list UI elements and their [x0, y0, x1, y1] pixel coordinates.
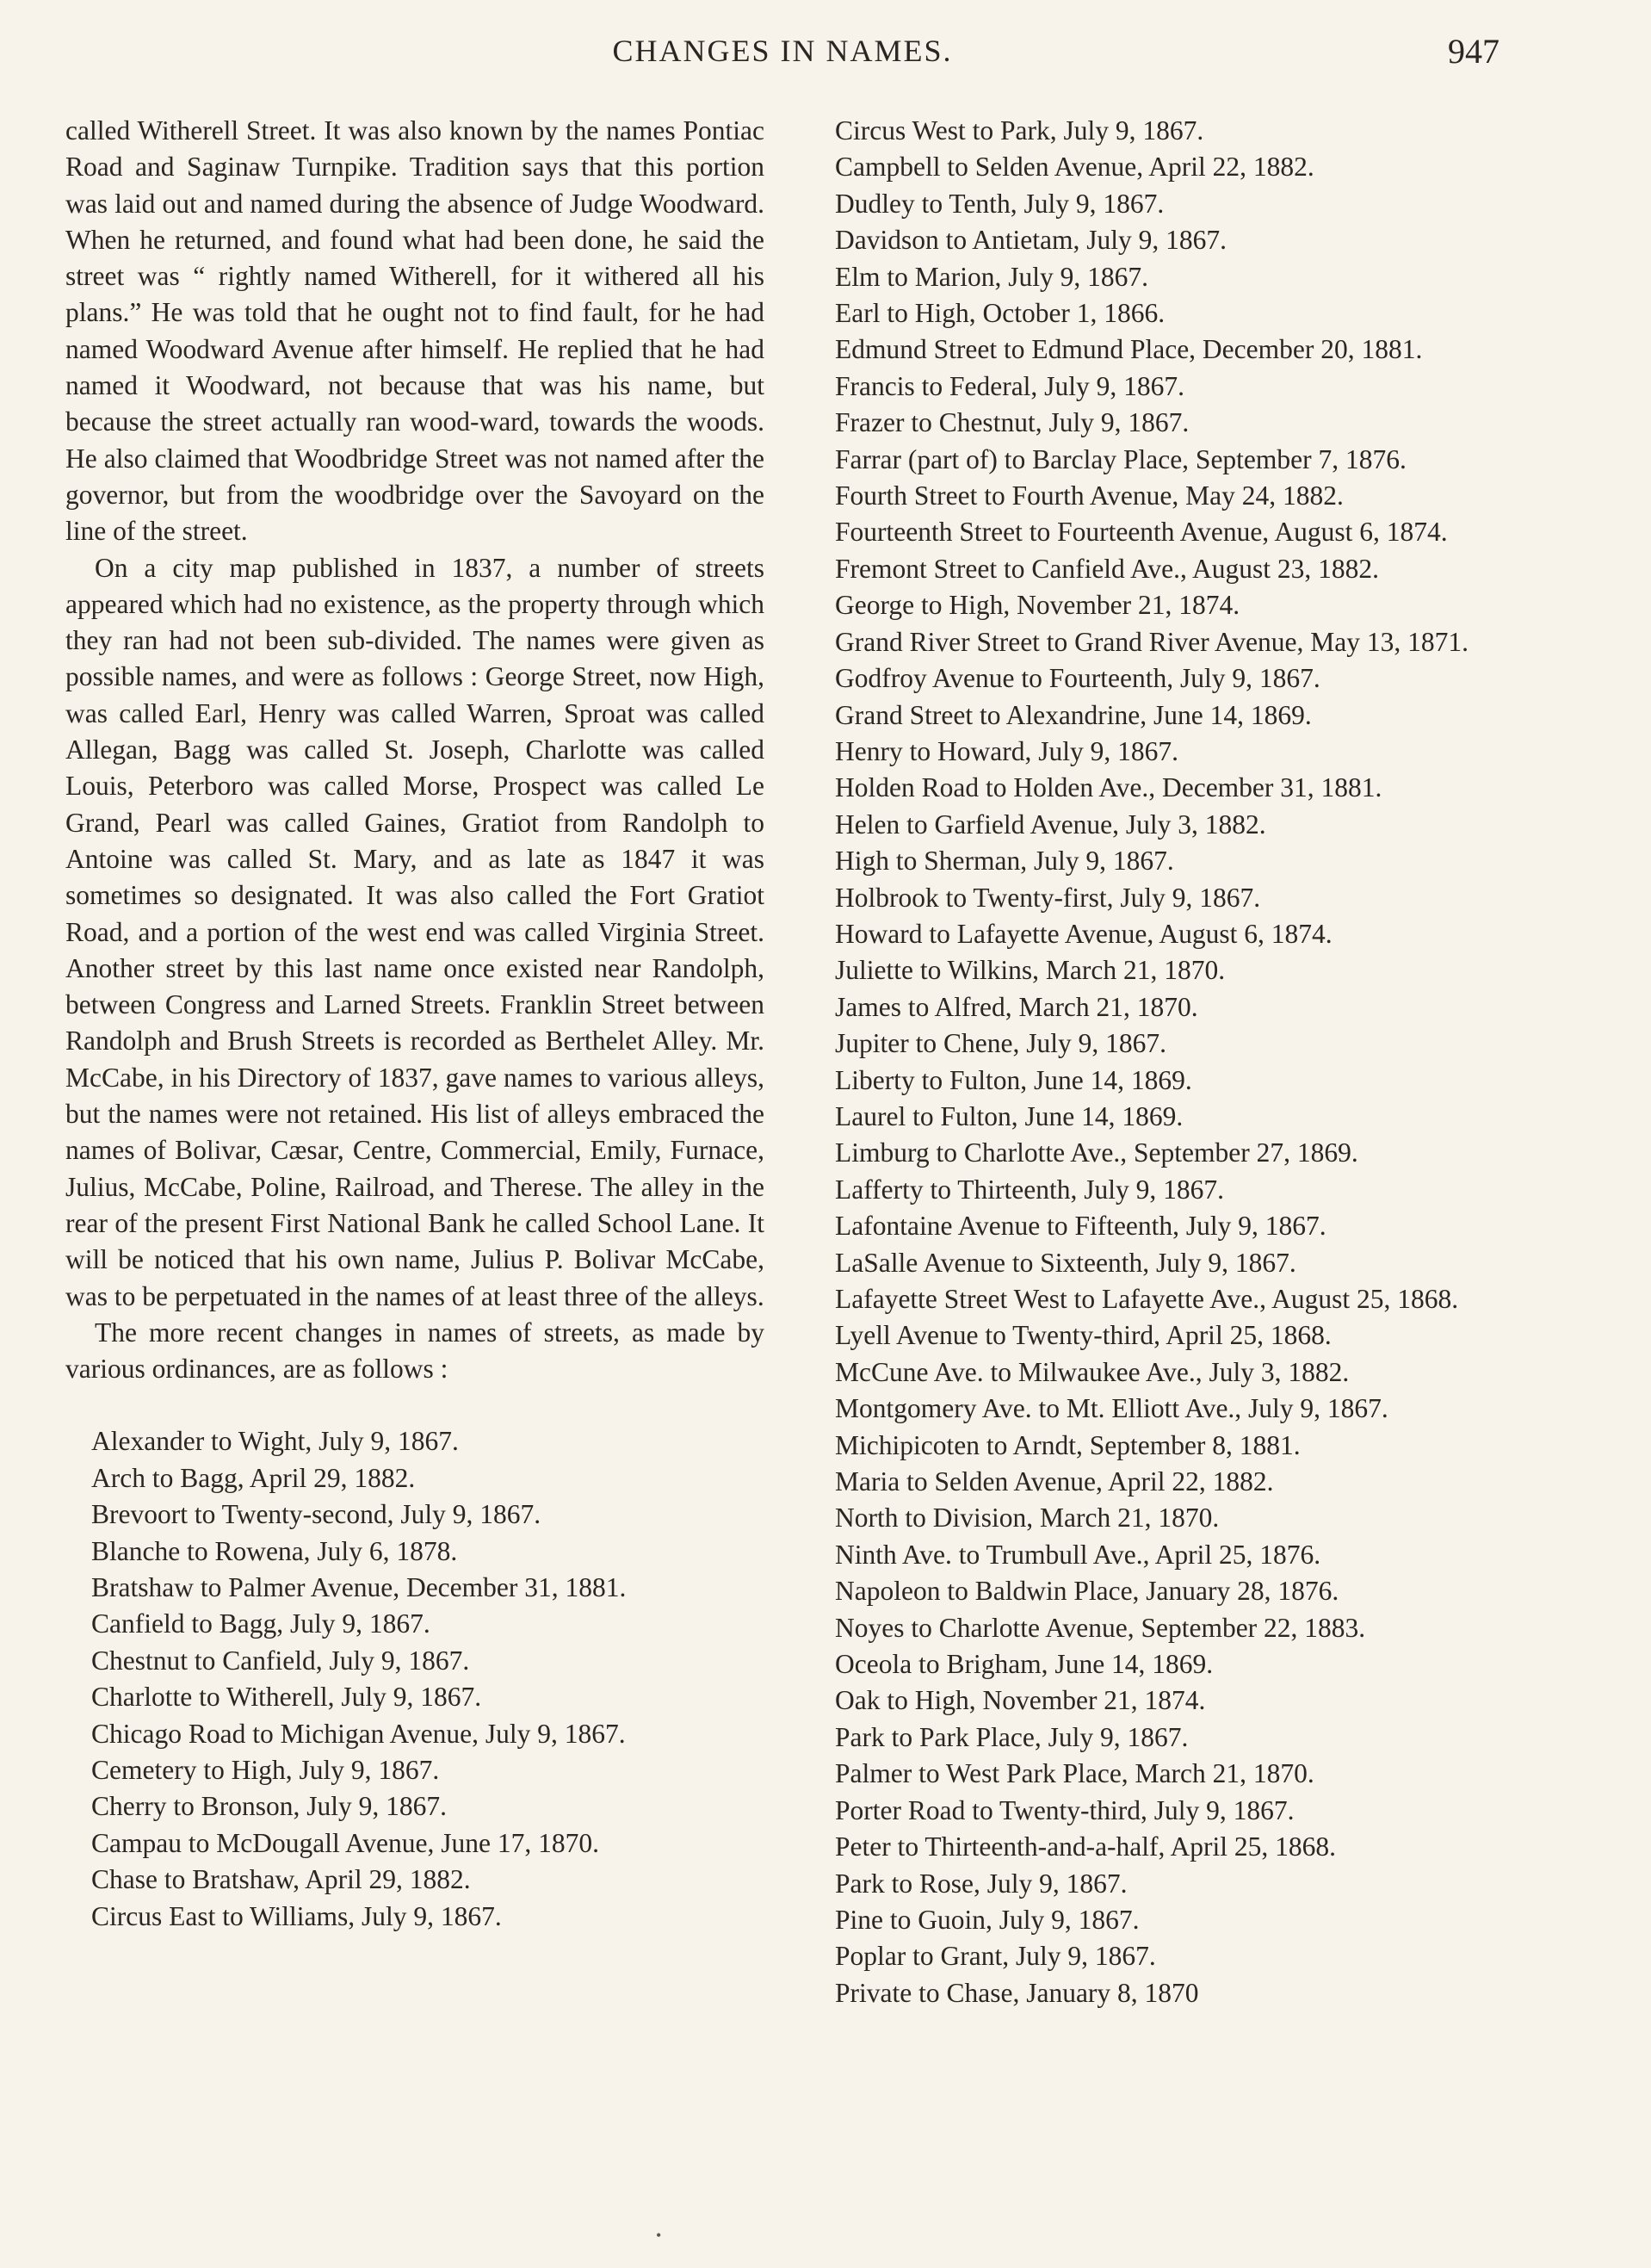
- list-item: Elm to Marion, July 9, 1867.: [835, 261, 1148, 292]
- list-item: Blanche to Rowena, July 6, 1878.: [91, 1535, 458, 1566]
- list-item: Henry to Howard, July 9, 1867.: [835, 735, 1178, 766]
- list-item: Cherry to Bronson, July 9, 1867.: [91, 1791, 447, 1822]
- list-item: Chase to Bratshaw, April 29, 1882.: [91, 1864, 471, 1895]
- list-item: Fremont Street to Canfield Ave., August 23, 1882.: [835, 553, 1379, 584]
- list-item: McCune Ave. to Milwaukee Ave., July 3, 1882.: [835, 1356, 1350, 1387]
- list-item: Alexander to Wight, July 9, 1867.: [91, 1426, 459, 1457]
- list-item: Bratshaw to Palmer Avenue, December 31, 1881.: [91, 1572, 627, 1603]
- list-item: Napoleon to Baldwin Place, January 28, 1876.: [835, 1576, 1339, 1607]
- list-item: Ninth Ave. to Trumbull Ave., April 25, 1876.: [835, 1539, 1321, 1570]
- list-item: Helen to Garfield Avenue, July 3, 1882.: [835, 809, 1266, 840]
- list-item: Dudley to Tenth, July 9, 1867.: [835, 188, 1165, 219]
- list-item: Campbell to Selden Avenue, April 22, 1882.: [835, 152, 1314, 183]
- list-item: Godfroy Avenue to Fourteenth, July 9, 1867.: [835, 663, 1320, 694]
- list-item: LaSalle Avenue to Sixteenth, July 9, 1867.: [835, 1247, 1296, 1278]
- paragraph-witherell: called Witherell Street. It was also known by the names Pontiac Road and Saginaw Turnpike. Tradition says that this portion was laid out and named during the absence of Judge Woodward. When he returned, and found what had been done, he said the street was “ rightly named Witherell, for it withered all his plans.” He was told that he ought not to find fault, for he had named Woodward Avenue after himself. He replied that he had named it Woodward, not because that was his name, but because the street actually ran wood-ward, towards the woods. He also claimed that Woodbridge Street was not named after the governor, but from the woodbridge over the Savoyard on the line of the street.: [65, 115, 764, 547]
- list-item: Grand Street to Alexandrine, June 14, 1869.: [835, 699, 1312, 730]
- list-item: Holbrook to Twenty-first, July 9, 1867.: [835, 882, 1261, 913]
- list-item: Chestnut to Canfield, July 9, 1867.: [91, 1645, 470, 1676]
- running-title: CHANGES IN NAMES.: [612, 34, 953, 68]
- left-column: [65, 113, 764, 1935]
- spacer: [65, 1387, 764, 1423]
- list-item: Canfield to Bagg, July 9, 1867.: [91, 1608, 430, 1639]
- list-item: Poplar to Grant, July 9, 1867.: [835, 1941, 1156, 1972]
- list-item: Davidson to Antietam, July 9, 1867.: [835, 225, 1227, 256]
- list-item: Edmund Street to Edmund Place, December 20, 1881.: [835, 334, 1423, 365]
- list-item: Holden Road to Holden Ave., December 31, 1881.: [835, 772, 1382, 803]
- list-item: Cemetery to High, July 9, 1867.: [91, 1755, 440, 1786]
- list-item: George to High, November 21, 1874.: [835, 590, 1240, 621]
- list-item: Fourth Street to Fourth Avenue, May 24, 1882.: [835, 480, 1344, 511]
- list-item: North to Division, March 21, 1870.: [835, 1503, 1220, 1534]
- name-changes-list-right: [799, 113, 1501, 2011]
- list-item: Lafferty to Thirteenth, July 9, 1867.: [835, 1174, 1224, 1205]
- list-item: Farrar (part of) to Barclay Place, September 7, 1876.: [835, 443, 1407, 474]
- list-item: Grand River Street to Grand River Avenue, May 13, 1871.: [835, 626, 1469, 657]
- list-item: Private to Chase, January 8, 1870: [835, 1977, 1199, 2008]
- list-item: Lyell Avenue to Twenty-third, April 25, 1868.: [835, 1320, 1332, 1351]
- list-item: James to Alfred, March 21, 1870.: [835, 991, 1198, 1022]
- list-item: Liberty to Fulton, June 14, 1869.: [835, 1064, 1192, 1095]
- list-item: Michipicoten to Arndt, September 8, 1881.: [835, 1429, 1301, 1460]
- list-item: Lafayette Street West to Lafayette Ave., August 25, 1868.: [835, 1284, 1459, 1314]
- list-item: Earl to High, October 1, 1866.: [835, 298, 1166, 329]
- list-item: Montgomery Ave. to Mt. Elliott Ave., July 9, 1867.: [835, 1393, 1388, 1424]
- list-item: Chicago Road to Michigan Avenue, July 9, 1867.: [91, 1718, 626, 1749]
- page-number: 947: [1448, 32, 1500, 71]
- list-item: Maria to Selden Avenue, April 22, 1882.: [835, 1466, 1274, 1497]
- paragraph-recent-changes-intro: The more recent changes in names of streets, as made by various ordinances, are as follows :: [65, 1317, 764, 1385]
- running-header: [65, 24, 1500, 76]
- list-item: Porter Road to Twenty-third, July 9, 1867.: [835, 1794, 1295, 1825]
- footer-mark: •: [656, 2227, 662, 2244]
- list-item: Palmer to West Park Place, March 21, 1870.: [835, 1758, 1314, 1789]
- list-item: Fourteenth Street to Fourteenth Avenue, August 6, 1874.: [835, 517, 1448, 548]
- list-item: Jupiter to Chene, July 9, 1867.: [835, 1028, 1166, 1059]
- list-item: Oak to High, November 21, 1874.: [835, 1685, 1206, 1716]
- list-item: Campau to McDougall Avenue, June 17, 1870.: [91, 1827, 599, 1858]
- list-item: Circus East to Williams, July 9, 1867.: [91, 1900, 502, 1931]
- list-item: Park to Rose, July 9, 1867.: [835, 1868, 1128, 1899]
- list-item: Lafontaine Avenue to Fifteenth, July 9, 1867.: [835, 1211, 1326, 1242]
- list-item: Howard to Lafayette Avenue, August 6, 1874.: [835, 918, 1333, 949]
- list-item: High to Sherman, July 9, 1867.: [835, 846, 1174, 877]
- list-item: Arch to Bagg, April 29, 1882.: [91, 1462, 416, 1493]
- list-item: Francis to Federal, July 9, 1867.: [835, 370, 1184, 401]
- list-item: Noyes to Charlotte Avenue, September 22, 1883.: [835, 1612, 1366, 1643]
- name-changes-list-left: [65, 1423, 764, 1935]
- list-item: Juliette to Wilkins, March 21, 1870.: [835, 955, 1226, 986]
- list-item: Laurel to Fulton, June 14, 1869.: [835, 1100, 1184, 1131]
- list-item: Peter to Thirteenth-and-a-half, April 25, 1868.: [835, 1831, 1337, 1862]
- right-column: [799, 113, 1501, 2011]
- list-item: Charlotte to Witherell, July 9, 1867.: [91, 1682, 482, 1713]
- list-item: Park to Park Place, July 9, 1867.: [835, 1721, 1189, 1752]
- list-item: Brevoort to Twenty-second, July 9, 1867.: [91, 1499, 541, 1530]
- list-item: Oceola to Brigham, June 14, 1869.: [835, 1649, 1214, 1680]
- list-item: Frazer to Chestnut, July 9, 1867.: [835, 407, 1190, 438]
- list-item: Circus West to Park, July 9, 1867.: [835, 115, 1204, 146]
- list-item: Limburg to Charlotte Ave., September 27, 1869.: [835, 1137, 1358, 1168]
- list-item: Pine to Guoin, July 9, 1867.: [835, 1904, 1140, 1935]
- paragraph-city-map-1837: On a city map published in 1837, a number of streets appeared which had no existence, as the property through which they ran had not been sub-divided. The names were given as possible names, and were as follows : George Street, now High, was called Earl, Henry was called Warren, Sproat was called Allegan, Bagg was called St. Joseph, Charlotte was called Louis, Peterboro was called Morse, Prospect was called Le Grand, Pearl was called Gaines, Gratiot from Randolph to Antoine was called St. Mary, and as late as 1847 it was sometimes so designated. It was also called the Fort Gratiot Road, and a portion of the west end was called Virginia Street. Another street by this last name once existed near Randolph, between Congress and Larned Streets. Franklin Street between Randolph and Brush Streets is recorded as Berthelet Alley. Mr. McCabe, in his Directory of 1837, gave names to various alleys, but the names were not retained. His list of alleys embraced the names of Bolivar, Cæsar, Centre, Commercial, Emily, Furnace, Julius, McCabe, Poline, Railroad, and Therese. The alley in the rear of the present First National Bank he called School Lane. It will be noticed that his own name, Julius P. Bolivar McCabe, was to be perpetuated in the names of at least three of the alleys.: [65, 552, 764, 1311]
